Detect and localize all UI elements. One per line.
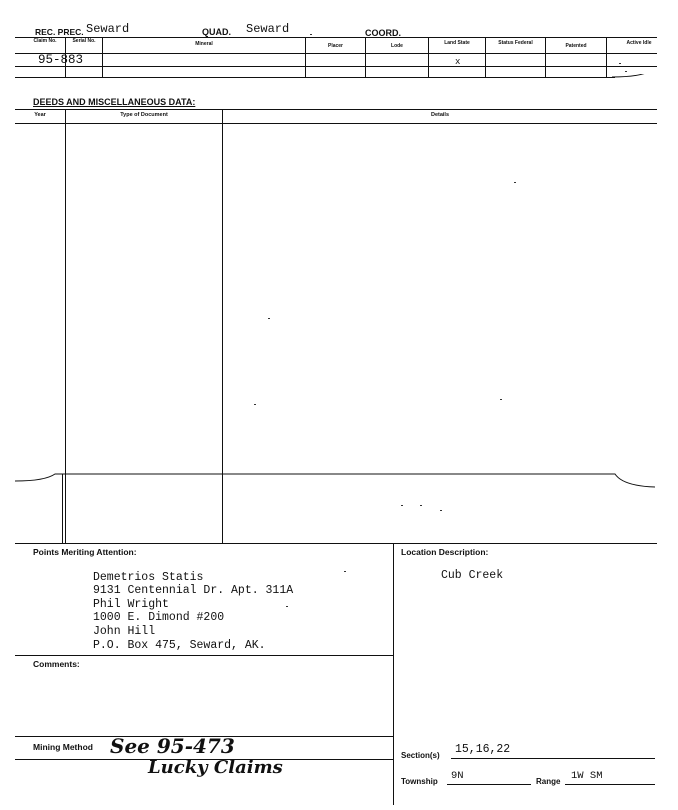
mining-method-label: Mining Method: [33, 742, 93, 752]
points-line: 9131 Centennial Dr. Apt. 311A: [93, 584, 294, 597]
col-header-patented: Patented: [565, 43, 587, 49]
col-header-active-idle: Active Idle: [626, 40, 652, 46]
ink-speck: [619, 63, 621, 64]
points-line: Phil Wright: [93, 598, 169, 611]
ink-speck: [420, 505, 422, 506]
bottom-section-rule: [15, 543, 657, 544]
coord-label: COORD.: [365, 28, 401, 38]
deeds-col-details: Details: [430, 112, 450, 118]
mining-handwritten-claims: Lucky Claims: [148, 757, 283, 778]
range-label: Range: [536, 777, 561, 786]
col-header-placer: Placer: [327, 43, 343, 49]
range-underline: [565, 784, 655, 785]
comments-label: Comments:: [33, 659, 80, 669]
comments-rule: [15, 655, 393, 656]
range-value: 1W SM: [571, 770, 603, 782]
deeds-header-rule: [15, 123, 657, 124]
ink-speck: [286, 606, 288, 607]
ink-speck: [440, 510, 442, 511]
points-line: 1000 E. Dimond #200: [93, 611, 225, 624]
ink-speck: [514, 182, 516, 183]
rec-prec-label: REC. PREC.: [35, 27, 84, 37]
table-top-rule: [15, 37, 657, 38]
points-line: John Hill: [93, 625, 156, 638]
col-header-claim-no: Claim No.: [33, 38, 57, 44]
ink-speck: [310, 34, 312, 35]
ink-speck: [268, 318, 270, 319]
location-value: Cub Creek: [441, 569, 504, 582]
points-line: Demetrios Statis: [93, 571, 204, 584]
location-label: Location Description:: [401, 547, 489, 557]
col-header-lode: Lode: [391, 43, 403, 49]
deeds-title: DEEDS AND MISCELLANEOUS DATA:: [33, 97, 196, 107]
col-header-mineral: Mineral: [195, 41, 213, 47]
rec-prec-value: Seward: [86, 22, 130, 36]
deeds-fold-line: [15, 466, 660, 496]
col-divider: [545, 37, 546, 77]
section-underline: [451, 758, 655, 759]
col-header-serial-no: Serial No.: [72, 38, 96, 44]
quad-label: QUAD.: [202, 27, 231, 37]
ink-speck: [401, 505, 403, 506]
quad-value: Seward: [246, 22, 290, 36]
township-label: Township: [401, 777, 438, 786]
col-divider: [606, 37, 607, 77]
deeds-col-year: Year: [34, 112, 46, 118]
mining-bottom-rule: [15, 759, 393, 760]
col-divider: [365, 37, 366, 77]
table-mid-rule: [15, 66, 657, 67]
claim-no-value: 95-883: [38, 53, 84, 67]
table-bottom-rule: [15, 77, 615, 78]
table-bottom-curl: [612, 76, 655, 79]
points-label: Points Meriting Attention:: [33, 547, 137, 557]
township-value: 9N: [451, 770, 464, 782]
table-header-rule: [15, 53, 657, 54]
land-state-mark: x: [455, 57, 461, 67]
deeds-col-divider: [62, 474, 63, 543]
mining-handwritten-ref: See 95-473: [110, 734, 235, 758]
deeds-col-type: Type of Document: [120, 112, 168, 118]
col-divider: [305, 37, 306, 77]
deeds-top-rule: [15, 109, 657, 110]
col-header-land-state: Land State: [444, 40, 470, 46]
bottom-col-divider: [393, 543, 394, 805]
section-value: 15,16,22: [455, 743, 511, 756]
col-header-status-federal: Status Federal: [498, 40, 533, 46]
section-label: Section(s): [401, 751, 440, 760]
ink-speck: [500, 399, 502, 400]
ink-speck: [625, 71, 627, 72]
ink-speck: [254, 404, 256, 405]
points-line: P.O. Box 475, Seward, AK.: [93, 639, 266, 652]
township-underline: [447, 784, 531, 785]
ink-speck: [344, 571, 346, 572]
